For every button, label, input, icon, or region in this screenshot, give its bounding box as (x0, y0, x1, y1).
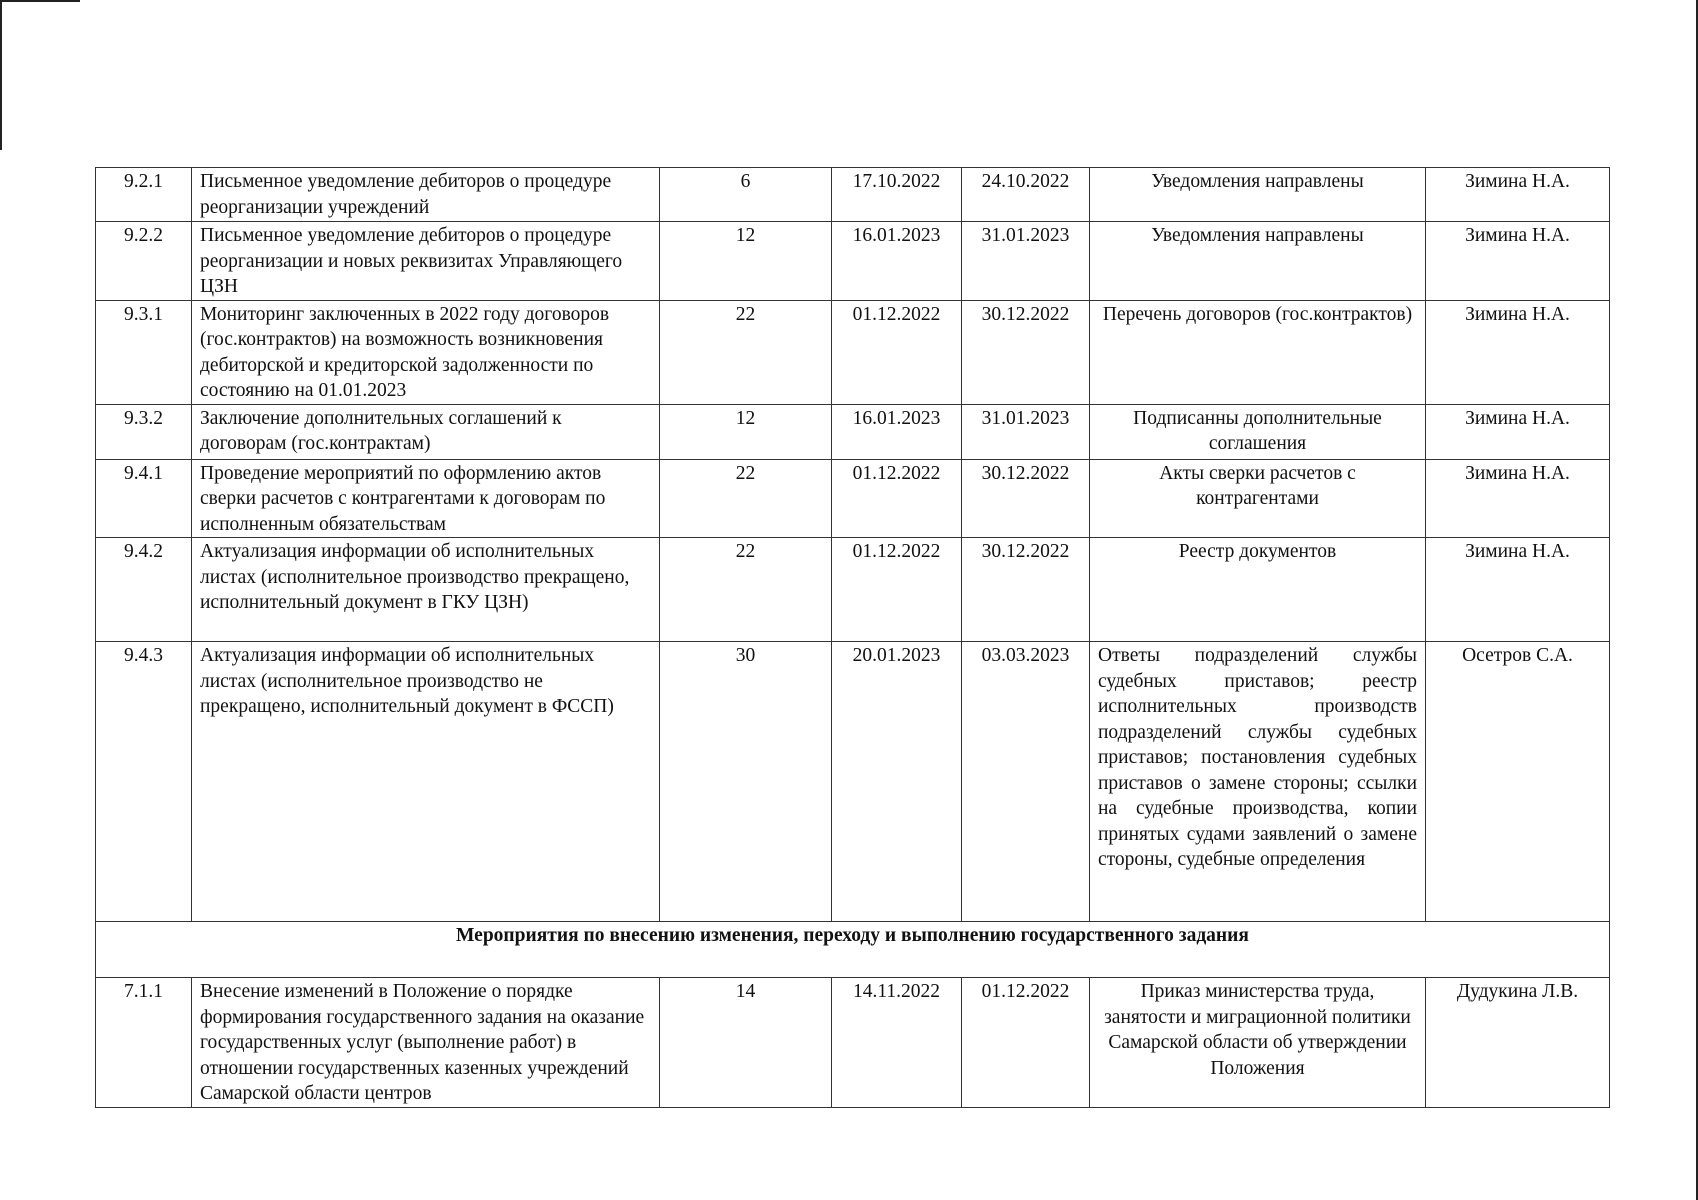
section-title: Мероприятия по внесению изменения, переходу и выполнению государственного задания (96, 922, 1610, 978)
task-description: Проведение мероприятий по оформлению актов сверки расчетов с контрагентами к договорам по исполненным обязательствам (192, 459, 660, 538)
table-row (96, 404, 1610, 459)
duration-days: 22 (660, 538, 832, 642)
responsible-person: Зимина Н.А. (1426, 300, 1610, 404)
start-date: 16.01.2023 (832, 404, 962, 459)
row-number: 9.4.3 (96, 642, 192, 922)
end-date: 01.12.2022 (962, 978, 1090, 1108)
table-row (96, 300, 1610, 404)
table-row (96, 538, 1610, 642)
responsible-person: Зимина Н.А. (1426, 222, 1610, 301)
section-row (96, 922, 1610, 978)
table-row (96, 222, 1610, 301)
task-description: Письменное уведомление дебиторов о процедуре реорганизации и новых реквизитах Управляющего ЦЗН (192, 222, 660, 301)
result-document: Реестр документов (1090, 538, 1426, 642)
task-description: Мониторинг заключенных в 2022 году договоров (гос.контрактов) на возможность возникновения дебиторской и кредиторской задолженности по состоянию на 01.01.2023 (192, 300, 660, 404)
row-number: 7.1.1 (96, 978, 192, 1108)
result-document: Подписанны дополнительные соглашения (1090, 404, 1426, 459)
responsible-person: Зимина Н.А. (1426, 459, 1610, 538)
start-date: 14.11.2022 (832, 978, 962, 1108)
end-date: 31.01.2023 (962, 222, 1090, 301)
responsible-person: Зимина Н.А. (1426, 168, 1610, 222)
table-row (96, 978, 1610, 1108)
table-row (96, 459, 1610, 538)
responsible-person: Дудукина Л.В. (1426, 978, 1610, 1108)
start-date: 16.01.2023 (832, 222, 962, 301)
row-number: 9.3.2 (96, 404, 192, 459)
scan-edge-top (0, 0, 80, 2)
table-row (96, 642, 1610, 922)
task-description: Внесение изменений в Положение о порядке формирования государственного задания на оказание государственных услуг (выполнение работ) в отношении государственных казенных учреждений Самарской области центров (192, 978, 660, 1108)
duration-days: 22 (660, 459, 832, 538)
result-document: Приказ министерства труда, занятости и миграционной политики Самарской области об утверждении Положения (1090, 978, 1426, 1108)
row-number: 9.3.1 (96, 300, 192, 404)
end-date: 03.03.2023 (962, 642, 1090, 922)
end-date: 30.12.2022 (962, 459, 1090, 538)
end-date: 30.12.2022 (962, 300, 1090, 404)
start-date: 20.01.2023 (832, 642, 962, 922)
row-number: 9.2.2 (96, 222, 192, 301)
start-date: 01.12.2022 (832, 538, 962, 642)
start-date: 17.10.2022 (832, 168, 962, 222)
row-number: 9.2.1 (96, 168, 192, 222)
end-date: 30.12.2022 (962, 538, 1090, 642)
task-description: Актуализация информации об исполнительных листах (исполнительное производство не прекращено, исполнительный документ в ФССП) (192, 642, 660, 922)
responsible-person: Зимина Н.А. (1426, 538, 1610, 642)
end-date: 31.01.2023 (962, 404, 1090, 459)
task-description: Письменное уведомление дебиторов о процедуре реорганизации учреждений (192, 168, 660, 222)
duration-days: 30 (660, 642, 832, 922)
result-document: Перечень договоров (гос.контрактов) (1090, 300, 1426, 404)
duration-days: 12 (660, 404, 832, 459)
plan-table (95, 167, 1610, 1108)
row-number: 9.4.2 (96, 538, 192, 642)
row-number: 9.4.1 (96, 459, 192, 538)
task-description: Актуализация информации об исполнительных листах (исполнительное производство прекращено, исполнительный документ в ГКУ ЦЗН) (192, 538, 660, 642)
result-document: Уведомления направлены (1090, 168, 1426, 222)
end-date: 24.10.2022 (962, 168, 1090, 222)
table-row (96, 168, 1610, 222)
start-date: 01.12.2022 (832, 459, 962, 538)
result-document: Ответы подразделений службы судебных приставов; реестр исполнительных производств подразделений службы судебных приставов; постановления судебных приставов о замене стороны; ссылки на судебные производства, копии принятых судами заявлений о замене стороны, судебные определения (1090, 642, 1426, 922)
responsible-person: Осетров С.А. (1426, 642, 1610, 922)
responsible-person: Зимина Н.А. (1426, 404, 1610, 459)
duration-days: 14 (660, 978, 832, 1108)
scan-edge-left (0, 0, 2, 150)
duration-days: 6 (660, 168, 832, 222)
duration-days: 12 (660, 222, 832, 301)
result-document: Уведомления направлены (1090, 222, 1426, 301)
result-document: Акты сверки расчетов с контрагентами (1090, 459, 1426, 538)
duration-days: 22 (660, 300, 832, 404)
task-description: Заключение дополнительных соглашений к договорам (гос.контрактам) (192, 404, 660, 459)
start-date: 01.12.2022 (832, 300, 962, 404)
